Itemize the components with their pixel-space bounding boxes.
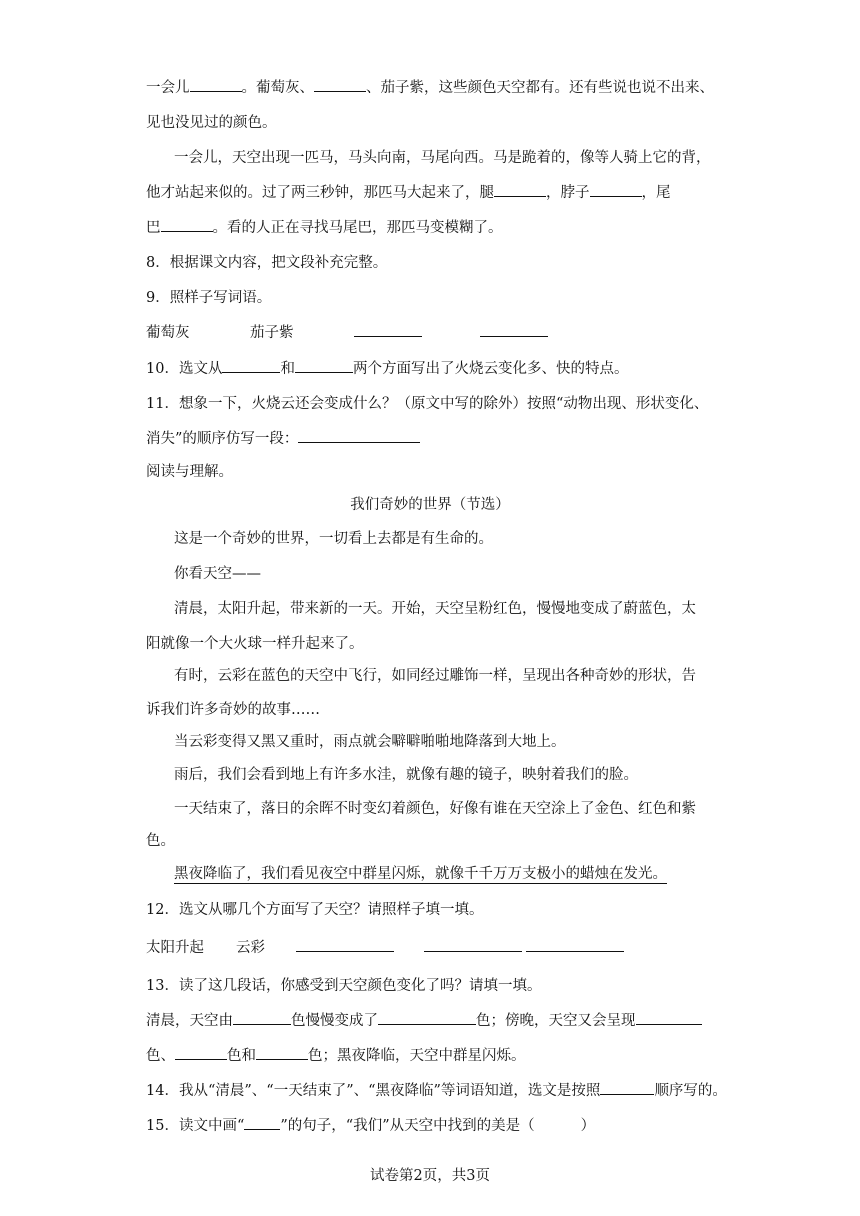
text-segment: ） <box>580 1118 596 1134</box>
example-word: 葡萄灰 <box>146 325 190 341</box>
example-word: 云彩 <box>236 940 265 956</box>
example-word: 太阳升起 <box>146 940 204 956</box>
underline-sample <box>244 1115 280 1130</box>
answer-blank[interactable] <box>378 1010 476 1025</box>
answer-blank[interactable] <box>354 322 422 337</box>
passage-line: 清晨，太阳升起，带来新的一天。开始，天空呈粉红色，慢慢地变成了蔚蓝色，太 <box>174 601 696 617</box>
page-footer: 试卷第2页，共3页 <box>370 1168 490 1184</box>
passage-line: 色。 <box>146 833 175 849</box>
question-12: 12．选文从哪几个方面写了天空？请照样子填一填。 <box>146 902 484 918</box>
passage-title: 我们奇妙的世界（节选） <box>350 497 510 513</box>
underlined-sentence <box>174 862 667 883</box>
answer-blank[interactable] <box>590 182 642 197</box>
question-13-line <box>146 1009 702 1030</box>
passage-line: 阳就像一个大火球一样升起来了。 <box>146 636 364 652</box>
text-line <box>146 181 671 202</box>
underlined-text: 黑夜降临了，我们看见夜空中群星闪烁，就像千千万万支极小的蜡烛在发光。 <box>174 866 667 882</box>
answer-blank[interactable] <box>295 358 353 373</box>
question-11: 11．想象一下，火烧云还会变成什么？（原文中写的除外）按照“动物出现、形状变化、 <box>146 396 709 412</box>
passage-line: 这是一个奇妙的世界，一切看上去都是有生命的。 <box>174 531 493 547</box>
passage-line: 诉我们许多奇妙的故事…… <box>146 702 320 718</box>
text-segment: 色；傍晚，天空又会呈现 <box>476 1013 636 1029</box>
answer-blank[interactable] <box>424 937 522 952</box>
answer-blank[interactable] <box>298 428 420 443</box>
question-10 <box>146 357 628 378</box>
text-segment: 和 <box>280 361 295 377</box>
text-segment: ”的句子，“我们”从天空中找到的美是（ <box>280 1118 535 1134</box>
passage-line: 雨后，我们会看到地上有许多水洼，就像有趣的镜子，映射着我们的脸。 <box>174 767 638 783</box>
text-segment: 。葡萄灰、 <box>241 80 314 96</box>
answer-blank[interactable] <box>526 937 624 952</box>
answer-blank[interactable] <box>296 937 394 952</box>
question-8: 8．根据课文内容，把文段补充完整。 <box>146 255 388 271</box>
text-line <box>146 76 714 97</box>
q12-examples <box>146 936 624 957</box>
question-13-line <box>146 1044 526 1065</box>
text-segment: 10．选文从 <box>146 361 223 377</box>
text-segment: 色、 <box>146 1048 175 1064</box>
question-9: 9．照样子写词语。 <box>146 290 272 306</box>
answer-blank[interactable] <box>222 358 280 373</box>
answer-blank[interactable] <box>256 1045 308 1060</box>
text-segment: 他才站起来似的。过了两三秒钟，那匹马大起来了，腿 <box>146 185 494 201</box>
text-segment: 两个方面写出了火烧云变化多、快的特点。 <box>352 361 629 377</box>
text-segment: 一会儿 <box>146 80 190 96</box>
question-13: 13．读了这几段话，你感受到天空颜色变化了吗？请填一填。 <box>146 978 542 994</box>
text-line <box>146 216 503 237</box>
text-segment: 。看的人正在寻找马尾巴，那匹马变模糊了。 <box>212 220 503 236</box>
text-segment: 顺序写的。 <box>654 1083 727 1099</box>
section-heading: 阅读与理解。 <box>146 464 233 480</box>
example-word: 茄子紫 <box>250 325 294 341</box>
answer-blank[interactable] <box>494 182 546 197</box>
text-segment: 巴 <box>146 220 161 236</box>
text-segment: 14．我从“清晨”、“一天结束了”、“黑夜降临”等词语知道，选文是按照 <box>146 1083 601 1099</box>
answer-blank[interactable] <box>480 322 548 337</box>
text-line: 一会儿，天空出现一匹马，马头向南，马尾向西。马是跪着的，像等人骑上它的背， <box>174 150 711 166</box>
question-11-line2 <box>146 427 420 448</box>
question-15 <box>146 1114 595 1135</box>
text-segment: 色和 <box>227 1048 256 1064</box>
passage-line: 有时，云彩在蓝色的天空中飞行，如同经过雕饰一样，呈现出各种奇妙的形状，告 <box>174 668 696 684</box>
text-segment: ，脖子 <box>546 185 590 201</box>
text-segment: 色慢慢变成了 <box>291 1013 378 1029</box>
text-segment: 消失”的顺序仿写一段： <box>146 431 299 447</box>
answer-blank[interactable] <box>190 77 242 92</box>
text-segment: 清晨，天空由 <box>146 1013 233 1029</box>
q9-examples <box>146 321 548 342</box>
answer-blank[interactable] <box>233 1010 291 1025</box>
passage-line: 你看天空—— <box>174 566 261 582</box>
answer-blank[interactable] <box>636 1010 702 1025</box>
text-segment: ，尾 <box>641 185 671 201</box>
answer-blank[interactable] <box>175 1045 227 1060</box>
answer-blank[interactable] <box>161 217 213 232</box>
text-segment: 15．读文中画“ <box>146 1118 245 1134</box>
answer-blank[interactable] <box>600 1080 654 1095</box>
answer-blank[interactable] <box>314 77 366 92</box>
text-segment: 色；黑夜降临，天空中群星闪烁。 <box>308 1048 526 1064</box>
text-segment: 、茄子紫，这些颜色天空都有。还有些说也说不出来、 <box>366 80 714 96</box>
text-line: 见也没见过的颜色。 <box>146 115 277 131</box>
question-14 <box>146 1079 727 1100</box>
passage-line: 当云彩变得又黑又重时，雨点就会噼噼啪啪地降落到大地上。 <box>174 734 566 750</box>
passage-line: 一天结束了，落日的余晖不时变幻着颜色，好像有谁在天空涂上了金色、红色和紫 <box>174 801 696 817</box>
